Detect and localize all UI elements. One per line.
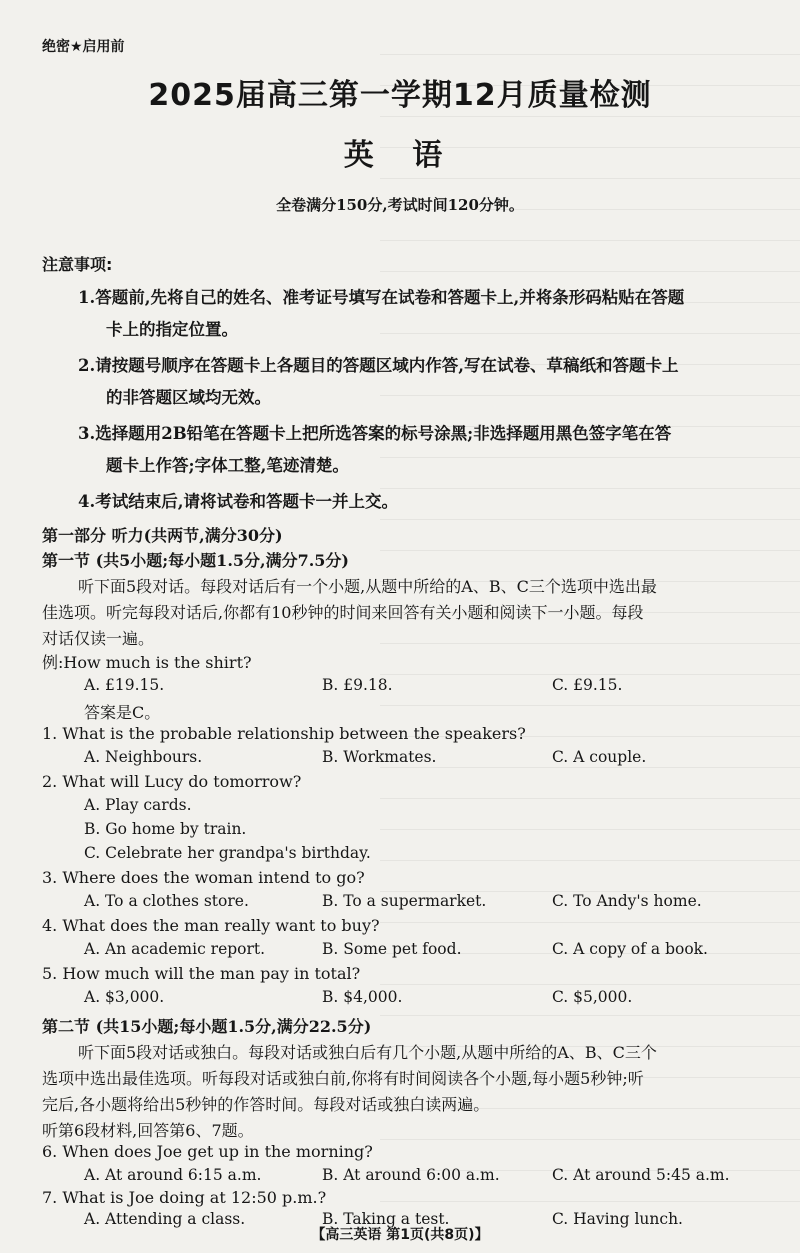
question-3: 3. Where does the woman intend to go?	[42, 868, 365, 887]
question-7: 7. What is Joe doing at 12:50 p.m.?	[42, 1188, 327, 1207]
q7-option-a: A. Attending a class.	[84, 1210, 246, 1228]
section1-heading: 第一节 (共5小题;每小题1.5分,满分7.5分)	[42, 551, 349, 570]
exam-title: 2025届高三第一学期12月质量检测	[148, 78, 652, 113]
notice-list	[78, 282, 790, 518]
q1-option-a: A. Neighbours.	[84, 748, 203, 766]
example-question: 例:How much is the shirt?	[42, 653, 252, 672]
notice-line: 1.答题前,先将自己的姓名、准考证号填写在试卷和答题卡上,并将条形码粘贴在答题	[78, 288, 685, 307]
section1-instruction: 对话仅读一遍。	[42, 629, 155, 648]
notice-item	[78, 350, 790, 414]
section2-instruction: 选项中选出最佳选项。听每段对话或独白前,你将有时间阅读各个小题,每小题5秒钟;听	[42, 1069, 644, 1088]
q4-option-b: B. Some pet food.	[322, 940, 462, 958]
q6-option-a: A. At around 6:15 a.m.	[84, 1166, 262, 1184]
material-note: 听第6段材料,回答第6、7题。	[42, 1121, 254, 1140]
confidential-mark: 绝密★启用前	[42, 39, 125, 55]
notice-item	[78, 486, 790, 518]
q3-option-a: A. To a clothes store.	[84, 892, 249, 910]
question-6: 6. When does Joe get up in the morning?	[42, 1142, 373, 1161]
notice-line: 卡上的指定位置。	[106, 320, 238, 339]
q5-option-a: A. $3,000.	[84, 988, 165, 1006]
question-2: 2. What will Lucy do tomorrow?	[42, 772, 302, 791]
notice-line: 3.选择题用2B铅笔在答题卡上把所选答案的标号涂黑;非选择题用黑色签字笔在答	[78, 424, 672, 443]
q1-option-b: B. Workmates.	[322, 748, 437, 766]
subject-title: 英 语	[343, 138, 457, 173]
notice-item	[78, 282, 790, 346]
score-info: 全卷满分150分,考试时间120分钟。	[276, 196, 524, 214]
q7-option-c: C. Having lunch.	[552, 1210, 683, 1228]
q5-option-c: C. $5,000.	[552, 988, 633, 1006]
question-5: 5. How much will the man pay in total?	[42, 964, 361, 983]
section2-heading: 第二节 (共15小题;每小题1.5分,满分22.5分)	[42, 1017, 372, 1036]
q3-option-c: C. To Andy's home.	[552, 892, 702, 910]
q4-option-c: C. A copy of a book.	[552, 940, 708, 958]
q5-option-b: B. $4,000.	[322, 988, 403, 1006]
notice-line: 4.考试结束后,请将试卷和答题卡一并上交。	[78, 492, 398, 511]
q6-option-b: B. At around 6:00 a.m.	[322, 1166, 500, 1184]
notice-line: 2.请按题号顺序在答题卡上各题目的答题区域内作答,写在试卷、草稿纸和答题卡上	[78, 356, 679, 375]
q2-option-b: B. Go home by train.	[84, 820, 247, 838]
example-option-b: B. £9.18.	[322, 676, 393, 694]
q4-option-a: A. An academic report.	[84, 940, 266, 958]
notice-item	[78, 418, 790, 482]
example-option-c: C. £9.15.	[552, 676, 623, 694]
q1-option-c: C. A couple.	[552, 748, 647, 766]
example-option-a: A. £19.15.	[84, 676, 165, 694]
section1-instruction: 佳选项。听完每段对话后,你都有10秒钟的时间来回答有关小题和阅读下一小题。每段	[42, 603, 644, 622]
notice-line: 的非答题区域均无效。	[106, 388, 271, 407]
section2-instruction: 完后,各小题将给出5秒钟的作答时间。每段对话或独白读两遍。	[42, 1095, 490, 1114]
notice-heading: 注意事项:	[42, 255, 113, 274]
q7-option-b: B. Taking a test.	[322, 1210, 450, 1228]
q3-option-b: B. To a supermarket.	[322, 892, 487, 910]
question-4: 4. What does the man really want to buy?	[42, 916, 380, 935]
q2-option-c: C. Celebrate her grandpa's birthday.	[84, 844, 371, 862]
page-footer: 【高三英语 第1页(共8页)】	[311, 1227, 489, 1243]
part1-heading: 第一部分 听力(共两节,满分30分)	[42, 526, 283, 545]
example-answer: 答案是C。	[84, 703, 161, 722]
q2-option-a: A. Play cards.	[84, 796, 192, 814]
question-1: 1. What is the probable relationship between the speakers?	[42, 724, 526, 743]
section1-instruction: 听下面5段对话。每段对话后有一个小题,从题中所给的A、B、C三个选项中选出最	[78, 577, 657, 596]
section2-instruction: 听下面5段对话或独白。每段对话或独白后有几个小题,从题中所给的A、B、C三个	[78, 1043, 657, 1062]
notice-line: 题卡上作答;字体工整,笔迹清楚。	[106, 456, 349, 475]
q6-option-c: C. At around 5:45 a.m.	[552, 1166, 730, 1184]
